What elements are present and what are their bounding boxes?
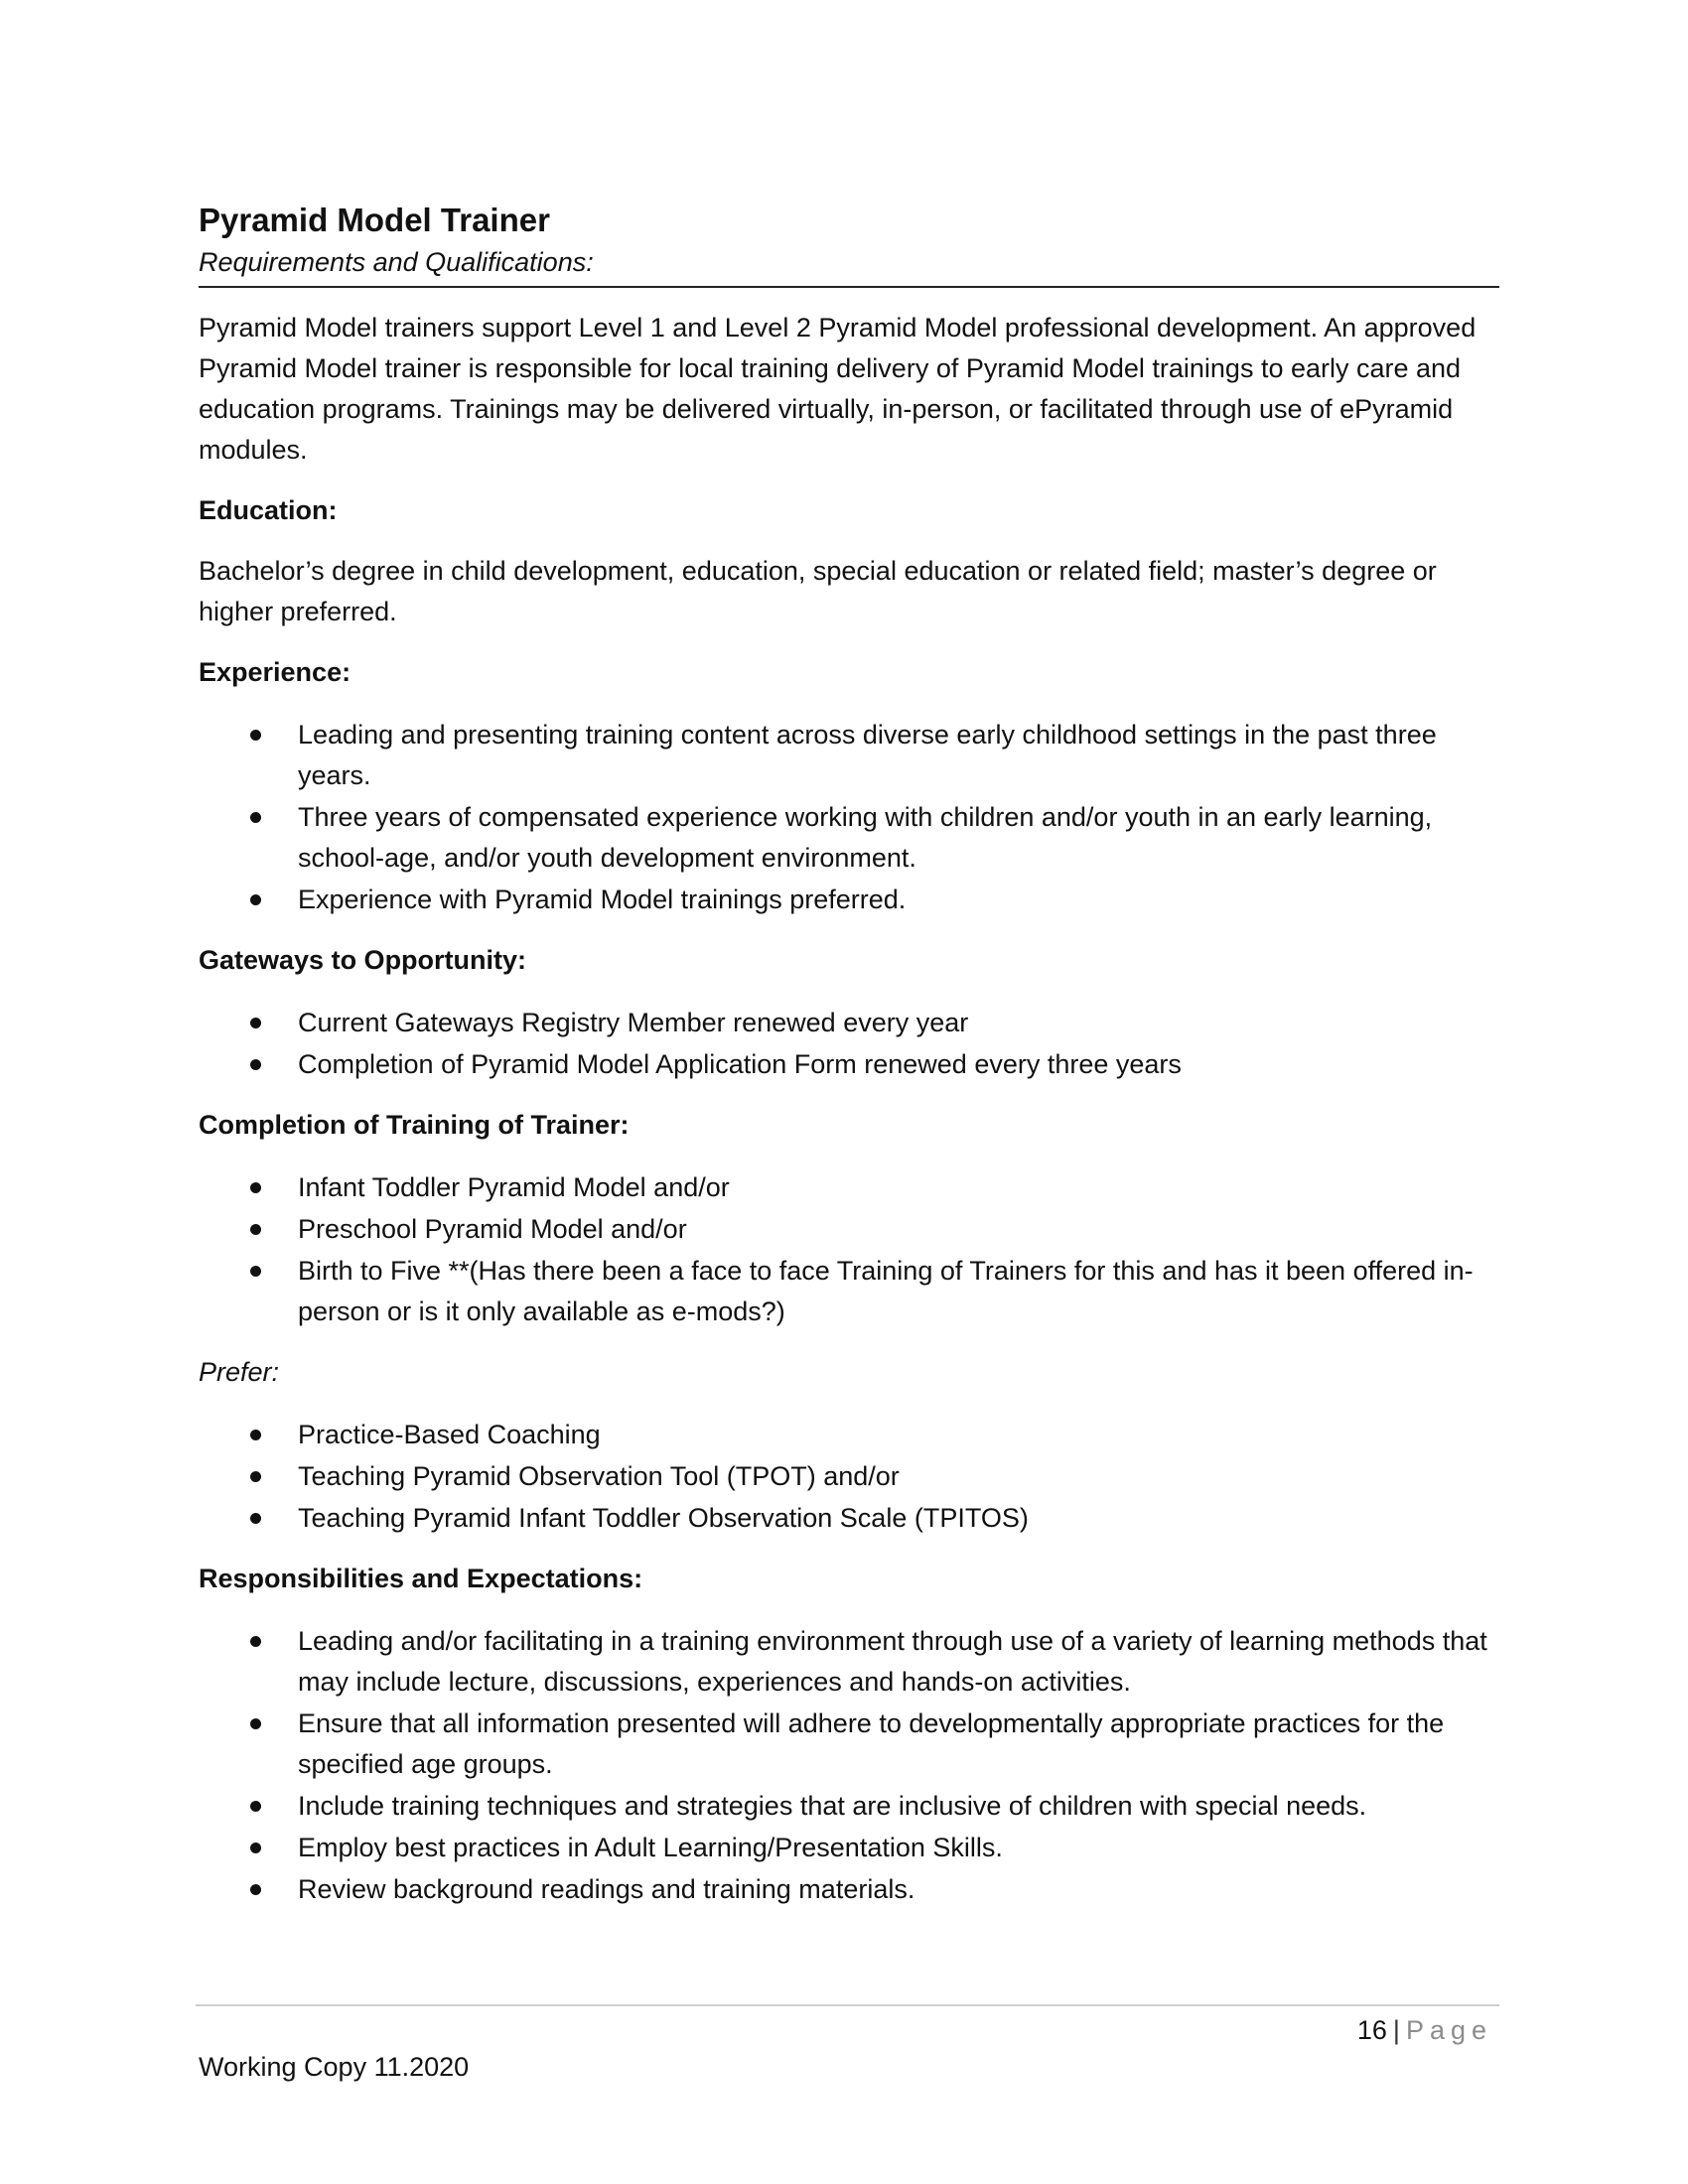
bullet-icon (250, 1801, 261, 1812)
responsibilities-heading: Responsibilities and Expectations: (199, 1564, 643, 1593)
bullet-icon (250, 1182, 261, 1193)
page-number-value: 16 (1356, 2015, 1387, 2045)
intro-paragraph: Pyramid Model trainers support Level 1 and Level 2 Pyramid Model professional development. An approved Pyramid Model trainer is responsible for local training delivery of Pyramid Model trainings to early care and education programs. Trainings may be delivered virtually, in-person, or facilitated through use of ePyramid modules. (199, 313, 1477, 465)
document-subtitle: Requirements and Qualifications: (199, 242, 1499, 288)
list-item-text: Practice-Based Coaching (298, 1420, 601, 1449)
prefer-list (199, 1415, 1499, 1539)
bullet-icon (250, 812, 261, 823)
list-item (199, 1828, 1499, 1868)
training-heading: Completion of Training of Trainer: (199, 1110, 630, 1140)
bullet-icon (250, 1018, 261, 1028)
gateways-heading: Gateways to Opportunity: (199, 945, 527, 975)
list-item-text: Include training techniques and strategies that are inclusive of children with special needs. (298, 1791, 1367, 1821)
education-heading: Education: (199, 495, 338, 525)
bullet-icon (250, 894, 261, 905)
bullet-icon (250, 1884, 261, 1895)
list-item-text: Three years of compensated experience working with children and/or youth in an early learning, school-age, and/or youth development environment. (298, 802, 1433, 873)
list-item-text: Leading and presenting training content across diverse early childhood settings in the past three years. (298, 720, 1437, 790)
list-item (199, 715, 1499, 796)
list-item-text: Completion of Pyramid Model Application Form renewed every three years (298, 1049, 1182, 1079)
list-item (199, 1498, 1499, 1539)
education-text: Bachelor’s degree in child development, education, special education or related field; master’s degree or higher preferred. (199, 556, 1437, 626)
list-item-text: Ensure that all information presented will adhere to developmentally appropriate practices for the specified age groups. (298, 1708, 1445, 1779)
list-item-text: Leading and/or facilitating in a training environment through use of a variety of learning methods that may include lecture, discussions, experiences and hands-on activities. (298, 1626, 1487, 1697)
list-item-text: Employ best practices in Adult Learning/Presentation Skills. (298, 1833, 1003, 1862)
bullet-icon (250, 1266, 261, 1277)
experience-heading: Experience: (199, 657, 352, 687)
bullet-icon (250, 1636, 261, 1647)
responsibilities-list (199, 1621, 1499, 1910)
prefer-heading: Prefer: (199, 1357, 280, 1387)
bullet-icon (250, 1224, 261, 1235)
list-item (199, 1251, 1499, 1332)
bullet-icon (250, 1059, 261, 1070)
list-item (199, 1415, 1499, 1455)
list-item (199, 1209, 1499, 1250)
bullet-icon (250, 1430, 261, 1440)
list-item-text: Current Gateways Registry Member renewed every year (298, 1008, 969, 1037)
bullet-icon (250, 1843, 261, 1853)
list-item (199, 1003, 1499, 1043)
page-label: Page (1405, 2015, 1492, 2045)
list-item (199, 797, 1499, 879)
experience-list (199, 715, 1499, 920)
footer-divider (196, 2004, 1499, 2006)
bullet-icon (250, 730, 261, 741)
document-body (199, 199, 1499, 1911)
bullet-icon (250, 1513, 261, 1524)
page-number-separator: | (1392, 2015, 1400, 2045)
list-item-text: Experience with Pyramid Model trainings preferred. (298, 885, 907, 914)
list-item-text: Teaching Pyramid Observation Tool (TPOT) and/or (298, 1461, 900, 1491)
list-item (199, 1044, 1499, 1085)
training-list (199, 1167, 1499, 1332)
list-item (199, 880, 1499, 920)
list-item (199, 1869, 1499, 1910)
list-item-text: Preschool Pyramid Model and/or (298, 1214, 687, 1244)
list-item (199, 1167, 1499, 1208)
gateways-list (199, 1003, 1499, 1085)
working-copy-label: Working Copy 11.2020 (199, 2052, 470, 2082)
page-number (1357, 2012, 1492, 2048)
list-item (199, 1621, 1499, 1703)
list-item (199, 1786, 1499, 1827)
list-item (199, 1704, 1499, 1785)
bullet-icon (250, 1471, 261, 1482)
list-item-text: Birth to Five **(Has there been a face to face Training of Trainers for this and has it been offered in-person or is it only available as e-mods?) (298, 1256, 1474, 1326)
list-item-text: Infant Toddler Pyramid Model and/or (298, 1172, 730, 1202)
list-item-text: Teaching Pyramid Infant Toddler Observation Scale (TPITOS) (298, 1503, 1029, 1533)
bullet-icon (250, 1718, 261, 1729)
document-title: Pyramid Model Trainer (199, 202, 550, 238)
list-item (199, 1456, 1499, 1497)
list-item-text: Review background readings and training materials. (298, 1874, 915, 1904)
